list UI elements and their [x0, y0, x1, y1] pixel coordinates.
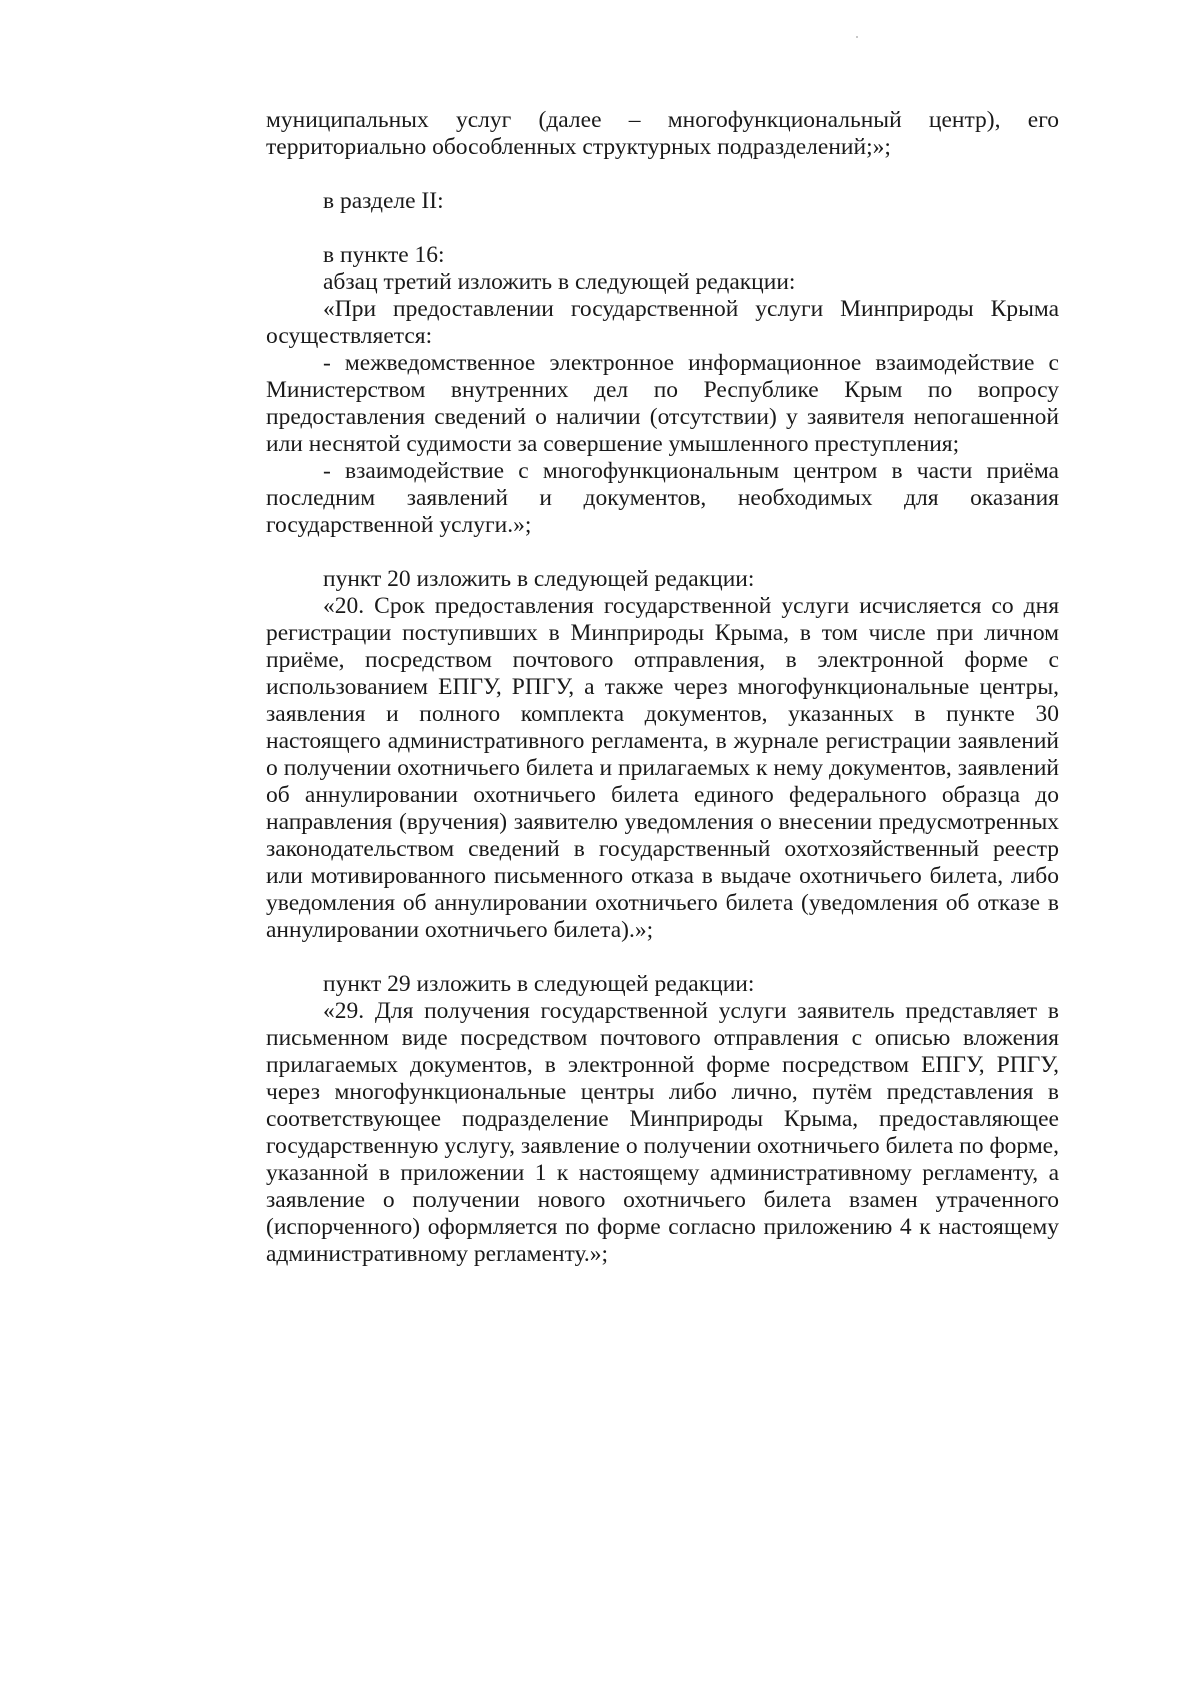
point16-instruction: абзац третий изложить в следующей редакции:	[323, 269, 796, 295]
spacer	[266, 161, 1059, 188]
point20-text: «20. Срок предоставления государственной услуги исчисляется со дня регистрации поступивших в Минприроды Крыма, в том числе при личном приёме, посредством почтового отправления, в электронной форме с использованием ЕПГУ, РПГУ, а также через многофункциональные центры, заявления и полного комплекта документов, указанных в пункте 30 настоящего административного регламента, в журнале регистрации заявлений о получении охотничьего билета и прилагаемых к нему документов, заявлений об аннулировании охотничьего билета единого федерального образца до направления (вручения) заявителю уведомления о внесении предусмотренных законодательством сведений в государственный охотхозяйственный реестр или мотивированного письменного отказа в выдаче охотничьего билета, либо уведомления об аннулировании охотничьего билета (уведомления об отказе в аннулировании охотничьего билета).»;	[266, 593, 1059, 943]
point16-heading: в пункте 16:	[323, 242, 445, 268]
spacer	[266, 215, 1059, 242]
section-heading: в разделе II:	[323, 188, 444, 214]
point29-heading: пункт 29 изложить в следующей редакции:	[323, 971, 755, 997]
continuation-paragraph: муниципальных услуг (далее – многофункциональный центр), его территориально обособленных структурных подразделений;»;	[266, 107, 1059, 160]
point16-item-1: - межведомственное электронное информационное взаимодействие с Министерством внутренних дел по Республике Крым по вопросу предоставления сведений о наличии (отсутствии) у заявителя непогашенной или неснятой судимости за совершение умышленного преступления;	[266, 350, 1059, 457]
point16-item-2: - взаимодействие с многофункциональным центром в части приёма последним заявлений и документов, необходимых для оказания государственной услуги.»;	[266, 458, 1059, 538]
point16-quote-intro: «При предоставлении государственной услуги Минприроды Крыма осуществляется:	[266, 296, 1059, 349]
point20-heading: пункт 20 изложить в следующей редакции:	[323, 566, 755, 592]
scan-artifact	[856, 36, 858, 38]
document-body	[266, 107, 1059, 1268]
spacer	[266, 944, 1059, 971]
spacer	[266, 539, 1059, 566]
point29-text: «29. Для получения государственной услуги заявитель представляет в письменном виде посредством почтового отправления с описью вложения прилагаемых документов, в электронной форме посредством ЕПГУ, РПГУ, через многофункциональные центры либо лично, путём представления в соответствующее подразделение Минприроды Крыма, предоставляющее государственную услугу, заявление о получении охотничьего билета по форме, указанной в приложении 1 к настоящему административному регламенту, а заявление о получении нового охотничьего билета взамен утраченного (испорченного) оформляется по форме согласно приложению 4 к настоящему административному регламенту.»;	[266, 998, 1059, 1267]
